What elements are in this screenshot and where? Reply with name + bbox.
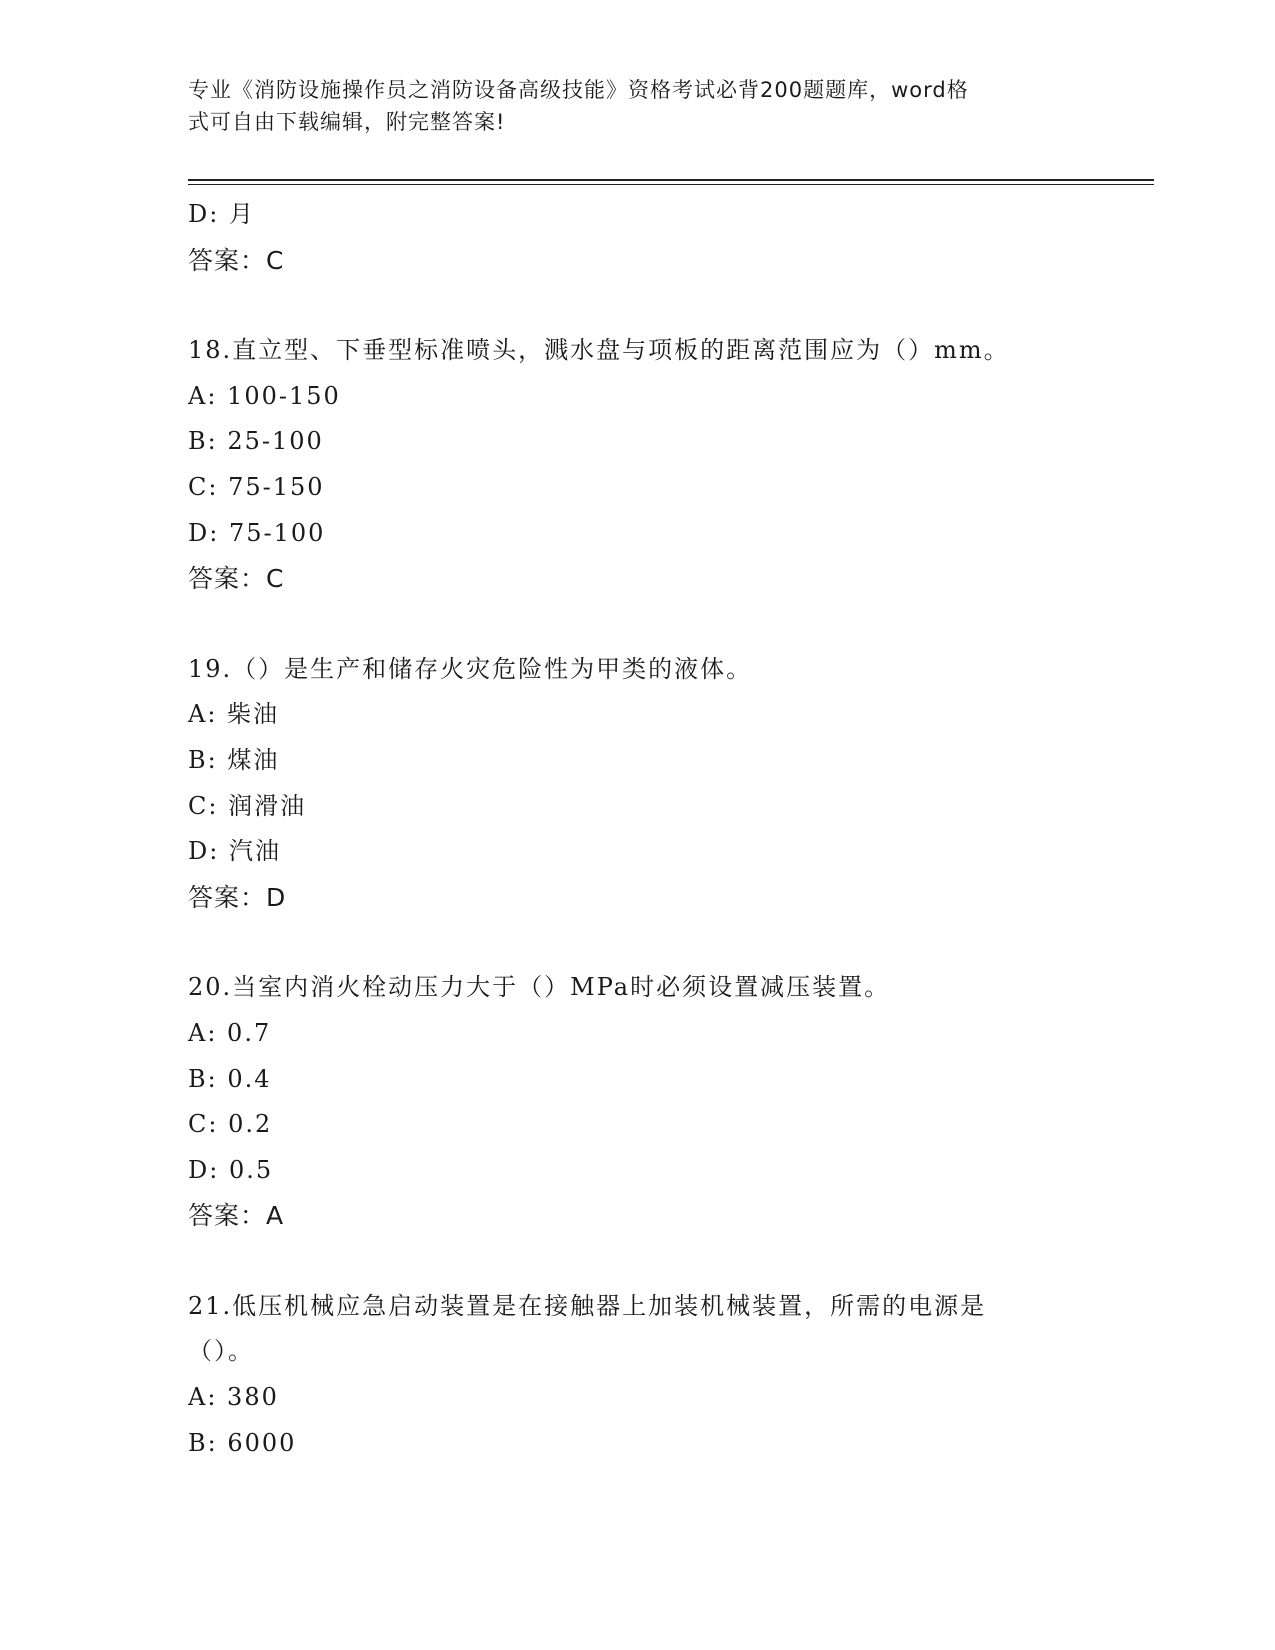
question-text-continued: （）。 xyxy=(188,1337,254,1366)
spacer xyxy=(188,1239,1088,1284)
spacer xyxy=(188,920,1088,965)
spacer xyxy=(188,602,1088,647)
answer-line: 答案：A xyxy=(188,1201,285,1231)
question-19-block xyxy=(188,647,1088,921)
option-d: D: 0.5 xyxy=(188,1155,274,1184)
question-text: 19.（）是生产和储存火灾危险性为甲类的液体。 xyxy=(188,654,753,683)
header-divider-thin xyxy=(188,184,1154,185)
question-text: 18.直立型、下垂型标准喷头，溅水盘与项板的距离范围应为（）mm。 xyxy=(188,336,1010,365)
option-b: B: 6000 xyxy=(188,1428,297,1457)
option-d: D: 75-100 xyxy=(188,518,326,547)
document-header xyxy=(188,74,1088,138)
question-21-block xyxy=(188,1284,1088,1466)
spacer xyxy=(188,283,1088,328)
option-a: A: 380 xyxy=(188,1383,279,1412)
header-line-1: 专业《消防设施操作员之消防设备高级技能》资格考试必背200题题库，word格 xyxy=(188,78,969,102)
option-b: B: 25-100 xyxy=(188,427,324,456)
question-18-block xyxy=(188,328,1088,602)
option-b: B: 煤油 xyxy=(188,745,280,774)
question-20-block xyxy=(188,965,1088,1239)
answer-line: 答案：C xyxy=(188,564,285,594)
option-c: C: 0.2 xyxy=(188,1110,273,1139)
header-line-2: 式可自由下载编辑，附完整答案! xyxy=(188,110,506,134)
option-a: A: 100-150 xyxy=(188,381,341,410)
answer-line: 答案：C xyxy=(188,245,285,275)
option-c: C: 润滑油 xyxy=(188,791,307,820)
question-text: 21.低压机械应急启动装置是在接触器上加装机械装置，所需的电源是 xyxy=(188,1291,987,1320)
option-a: A: 0.7 xyxy=(188,1018,272,1047)
option-d: D: 月 xyxy=(188,200,255,228)
answer-line: 答案：D xyxy=(188,882,287,912)
question-17-block xyxy=(188,192,1088,283)
question-text: 20.当室内消火栓动压力大于（）MPa时必须设置减压装置。 xyxy=(188,973,891,1002)
option-a: A: 柴油 xyxy=(188,700,280,729)
option-d: D: 汽油 xyxy=(188,837,281,866)
option-c: C: 75-150 xyxy=(188,472,325,501)
header-divider-thick xyxy=(188,179,1154,181)
question-list xyxy=(188,192,1088,1466)
option-b: B: 0.4 xyxy=(188,1064,272,1093)
